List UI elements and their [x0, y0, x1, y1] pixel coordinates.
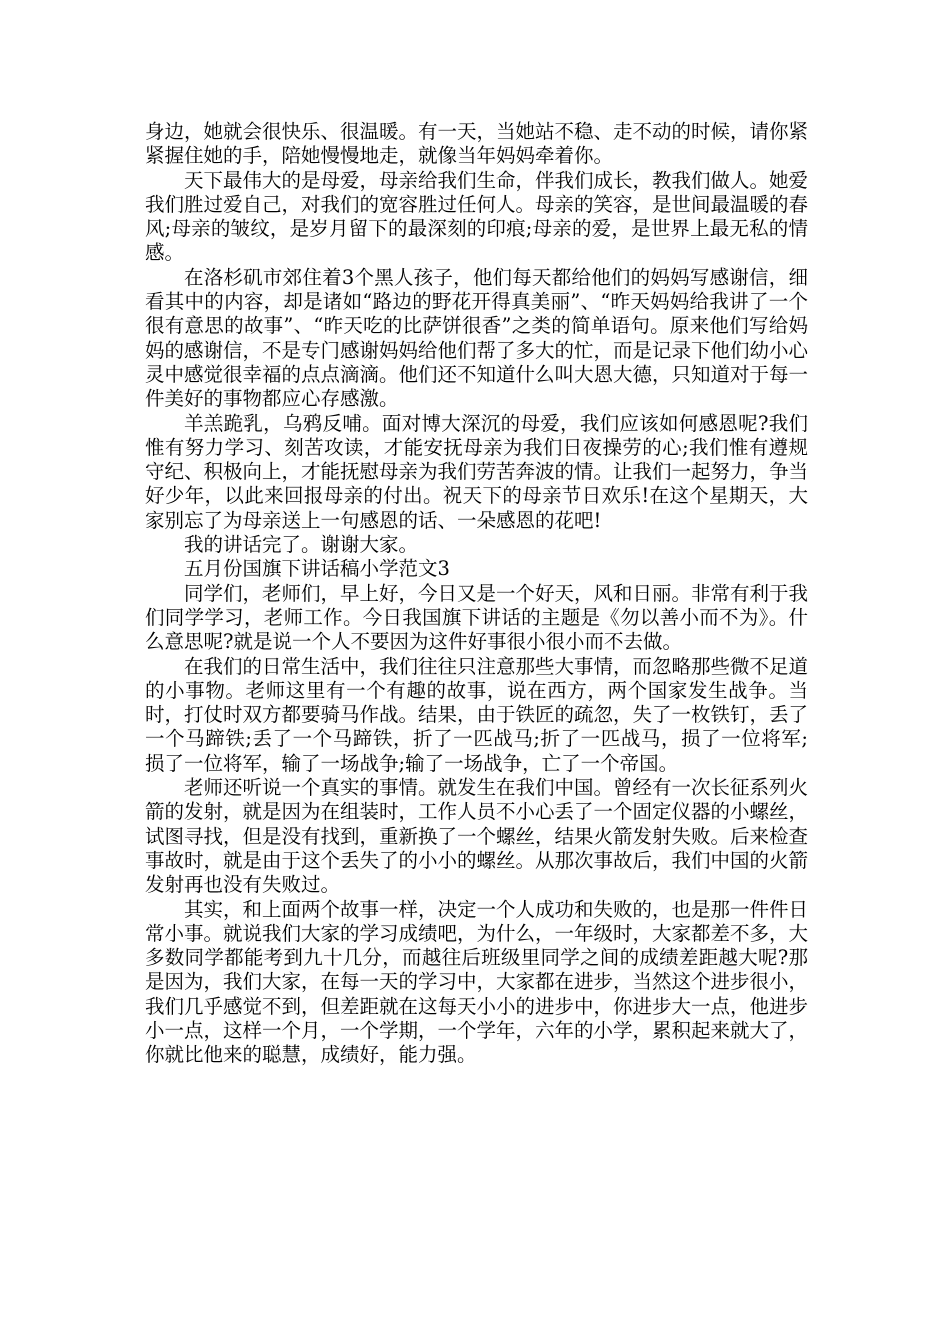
paragraph-mothers-love: 天下最伟大的是母爱，母亲给我们生命，伴我们成长，教我们做人。她爱我们胜过爱自己，对我们的宽容胜过任何人。母亲的笑容，是世间最温暖的春风;母亲的皱纹，是岁月留下的最深刻的印痕;母亲的爱，是世界上最无私的情感。: [145, 168, 809, 265]
paragraph-closing: 我的讲话完了。谢谢大家。: [184, 533, 419, 557]
paragraph-horseshoe-story: 在我们的日常生活中，我们往往只注意那些大事情，而忽略那些微不足道的小事物。老师这里有一个有趣的故事，说在西方，两个国家发生战争。当时，打仗时双方都要骑马作战。结果，由于铁匠的疏忽，失了一枚铁钉，丢了一个马蹄铁;丢了一个马蹄铁，折了一匹战马;折了一匹战马，损了一位将军;损了一位将军，输了一场战争;输了一场战争，亡了一个帝国。: [145, 654, 809, 775]
section-heading: 五月份国旗下讲话稿小学范文3: [184, 557, 450, 581]
paragraph-greeting: 同学们，老师们，早上好，今日又是一个好天，风和日丽。非常有利于我们同学学习，老师工作。今日我国旗下讲话的主题是《勿以善小而不为》。什么意思呢?就是说一个人不要因为这件好事很小很小而不去做。: [145, 581, 809, 654]
document-body: [145, 120, 808, 1068]
paragraph-rocket-story: 老师还听说一个真实的事情。就发生在我们中国。曾经有一次长征系列火箭的发射，就是因为在组装时，工作人员不小心丢了一个固定仪器的小螺丝，试图寻找，但是没有找到，重新换了一个螺丝，结果火箭发射失败。后来检查事故时，就是由于这个丢失了的小小的螺丝。从那次事故后，我们中国的火箭发射再也没有失败过。: [145, 776, 809, 897]
paragraph-gratitude: 羊羔跪乳，乌鸦反哺。面对博大深沉的母爱，我们应该如何感恩呢?我们惟有努力学习、刻苦攻读，才能安抚母亲为我们日夜操劳的心;我们惟有遵规守纪、积极向上，才能抚慰母亲为我们劳苦奔波的情。让我们一起努力，争当好少年，以此来回报母亲的付出。祝天下的母亲节日欢乐!在这个星期天，大家别忘了为母亲送上一句感恩的话、一朵感恩的花吧!: [145, 411, 809, 532]
paragraph-continuation: 身边，她就会很快乐、很温暖。有一天，当她站不稳、走不动的时候，请你紧紧握住她的手，陪她慢慢地走，就像当年妈妈牵着你。: [145, 120, 809, 168]
paragraph-thank-you-letters: 在洛杉矶市郊住着3个黑人孩子，他们每天都给他们的妈妈写感谢信，细看其中的内容，却是诸如“路边的野花开得真美丽”、“昨天妈妈给我讲了一个很有意思的故事”、“昨天吃的比萨饼很香”之类的简单语句。原来他们写给妈妈的感谢信，不是专门感谢妈妈给他们帮了多大的忙，而是记录下他们幼小心灵中感觉很幸福的点点滴滴。他们还不知道什么叫大恩大德，只知道对于每一件美好的事物都应心存感激。: [145, 265, 809, 411]
paragraph-small-things: 其实，和上面两个故事一样，决定一个人成功和失败的，也是那一件件日常小事。就说我们大家的学习成绩吧，为什么，一年级时，大家都差不多，大多数同学都能考到九十几分，而越往后班级里同学之间的成绩差距越大呢?那是因为，我们大家，在每一天的学习中，大家都在进步，当然这个进步很小，我们几乎感觉不到，但差距就在这每天小小的进步中，你进步大一点，他进步小一点，这样一个月，一个学期，一个学年，六年的小学，累积起来就大了，你就比他来的聪慧，成绩好，能力强。: [145, 897, 809, 1067]
